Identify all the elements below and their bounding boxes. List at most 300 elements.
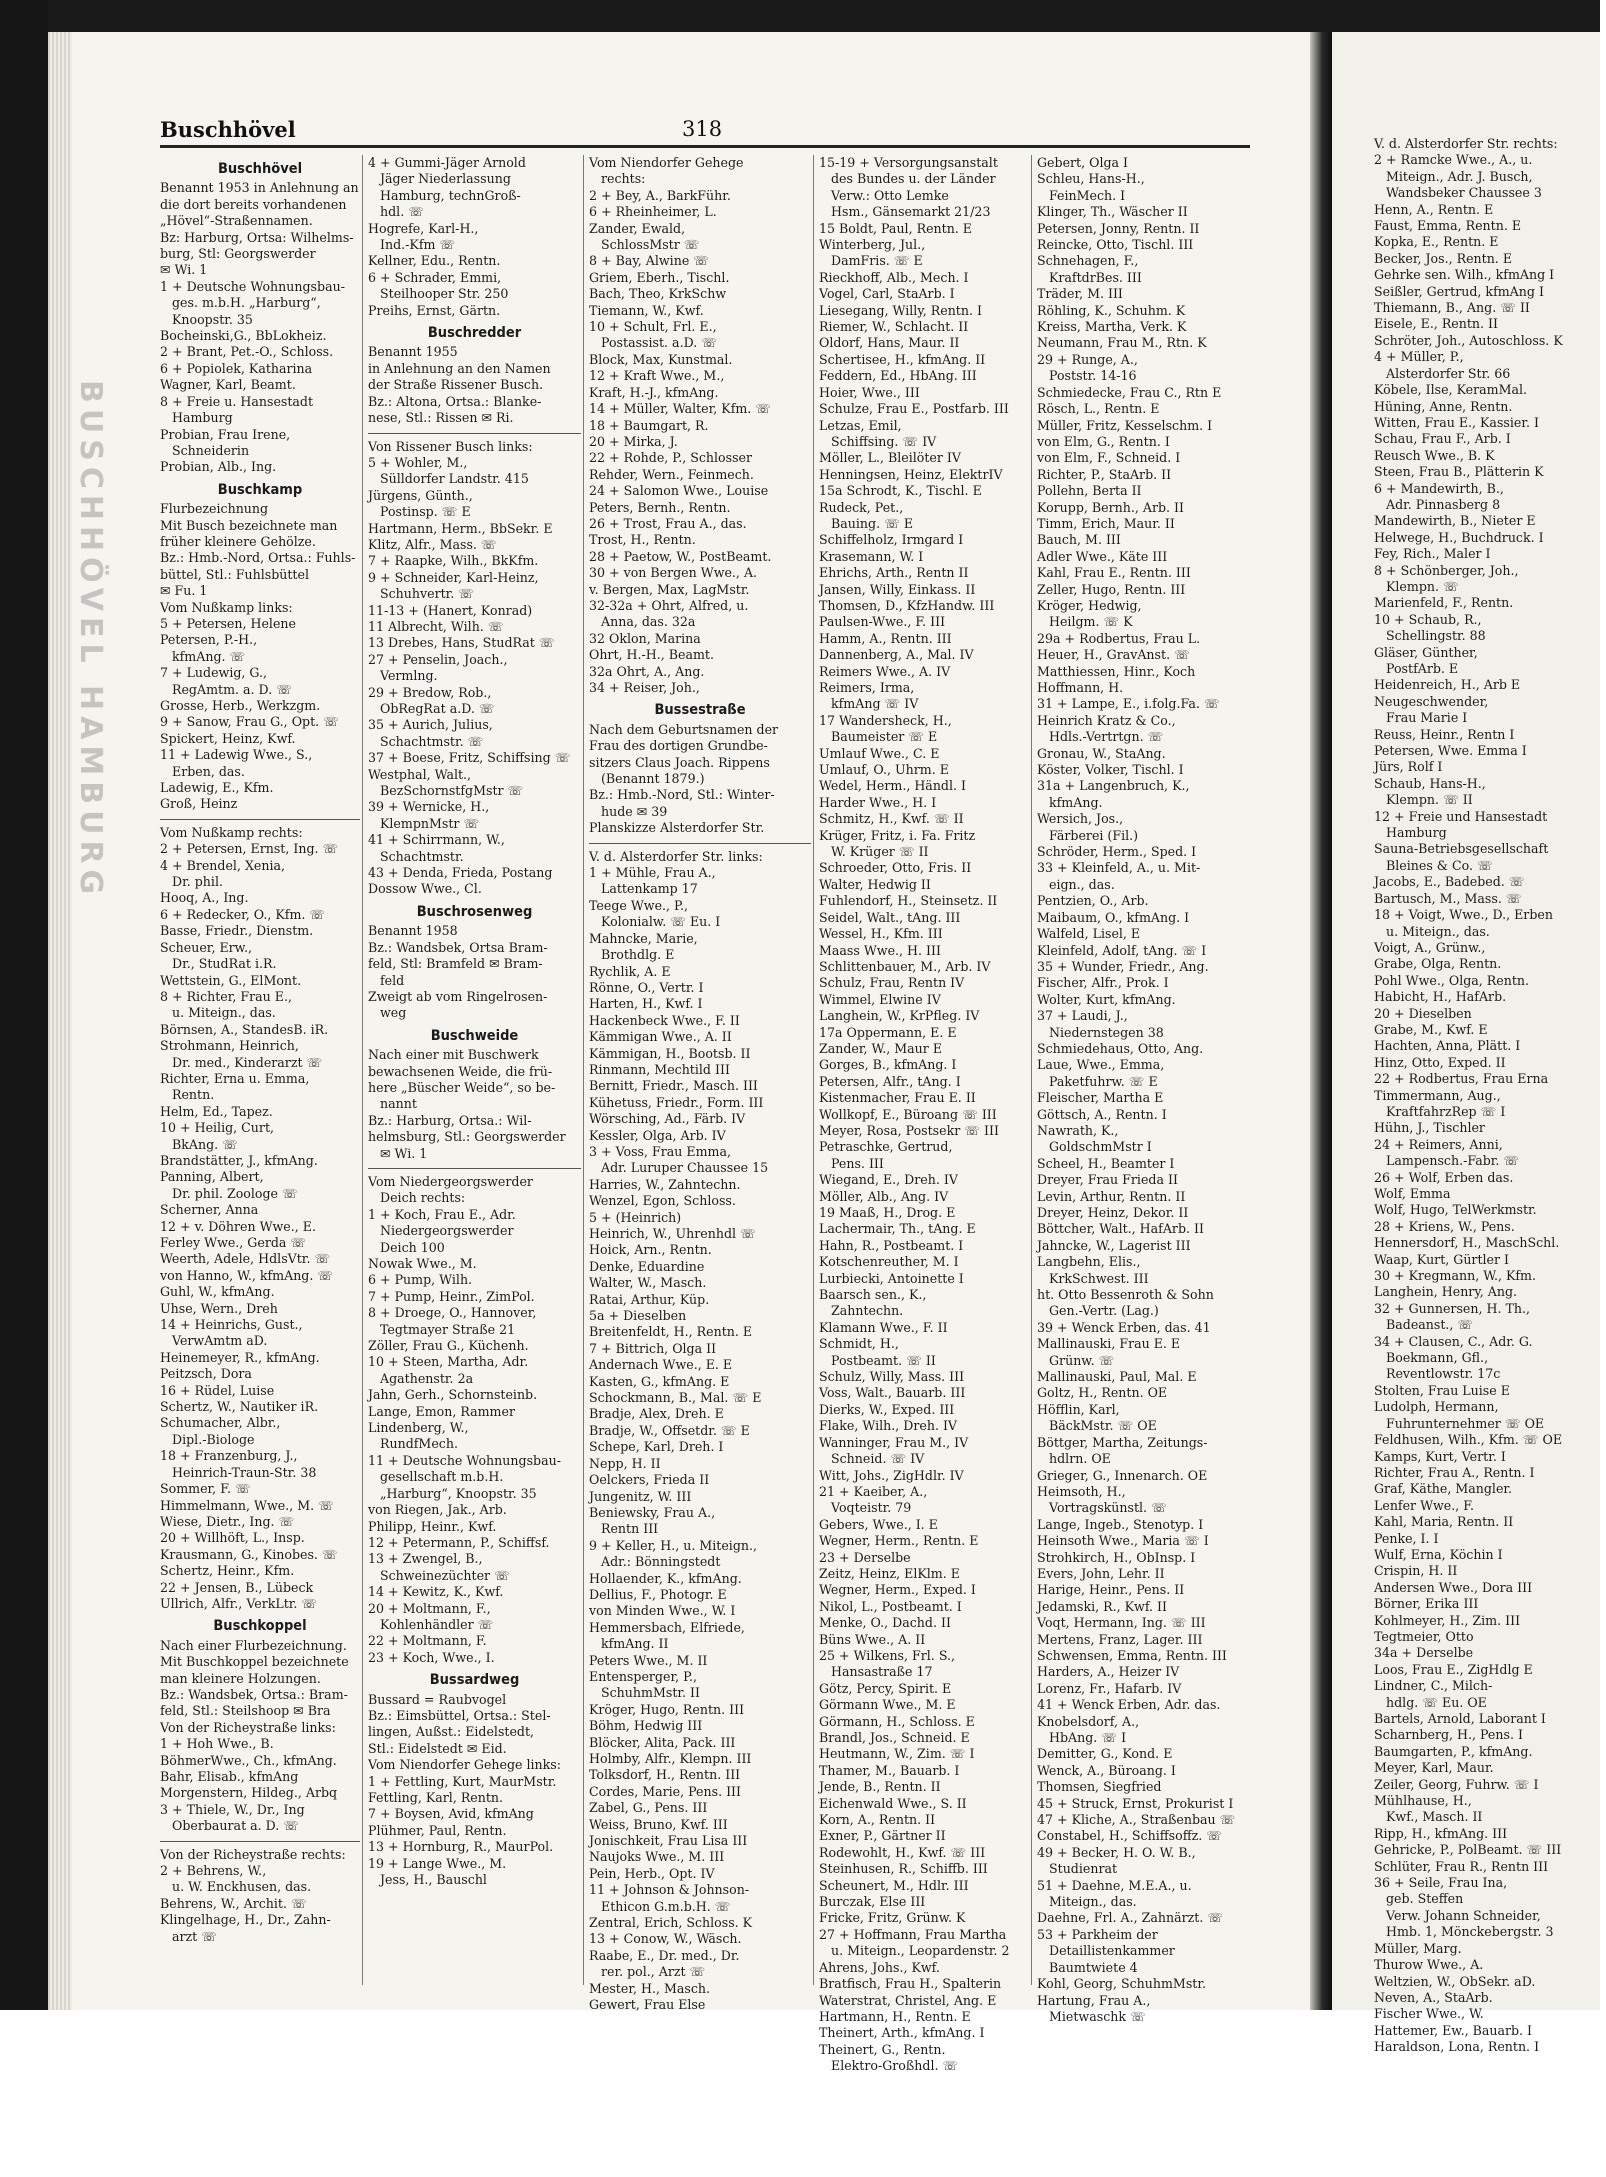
directory-line: 14 + Kewitz, K., Kwf. xyxy=(368,1584,504,1600)
directory-line: Gebert, Olga I xyxy=(1037,155,1129,170)
directory-line: Walter, W., Masch. xyxy=(589,1275,707,1291)
directory-line: Pentzien, O., Arb. xyxy=(1037,893,1149,909)
directory-line: Heinrich-Traun-Str. 38 xyxy=(172,1464,317,1480)
directory-line: kfmAng. ☏ xyxy=(172,648,246,664)
directory-line: Kleinfeld, Adolf, tAng. ☏ I xyxy=(1037,942,1207,958)
directory-line: Bz.: Harburg, Ortsa.: Wil- xyxy=(368,1112,532,1128)
directory-line: Pollehn, Berta II xyxy=(1037,483,1142,499)
directory-line: 15a Schrodt, K., Tischl. E xyxy=(819,483,982,499)
directory-line: 10 + Schult, Frl. E., xyxy=(589,319,717,335)
directory-line: Guhl, W., kfmAng. xyxy=(160,1284,275,1300)
directory-line: Jäger Niederlassung xyxy=(380,171,511,187)
directory-line: büttel, Stl.: Fuhlsbüttel xyxy=(160,566,309,582)
directory-line: Schweinezüchter ☏ xyxy=(380,1567,510,1583)
directory-line: Schaub, Hans-H., xyxy=(1374,775,1486,791)
directory-line: 1 + Deutsche Wohnungsbau- xyxy=(160,278,345,294)
directory-line: Harige, Heinr., Pens. II xyxy=(1037,1582,1185,1598)
directory-line: Görmann Wwe., M. E xyxy=(819,1697,956,1713)
directory-line: Panning, Albert, xyxy=(160,1169,264,1185)
directory-line: Schmitz, H., Kwf. ☏ II xyxy=(819,811,964,827)
directory-line: 22 + Moltmann, F. xyxy=(368,1633,487,1649)
directory-line: Krasemann, W. I xyxy=(819,548,924,564)
directory-line: Mühlhause, H., xyxy=(1374,1793,1472,1809)
directory-line: Rychlik, A. E xyxy=(589,963,671,979)
directory-line: Pens. III xyxy=(831,1155,884,1171)
directory-line: Müller, Fritz, Kesselschm. I xyxy=(1037,417,1213,433)
directory-line: hdlrn. OE xyxy=(1049,1451,1111,1467)
directory-line: Möller, Alb., Ang. IV xyxy=(819,1188,949,1204)
directory-line: 11 + Johnson & Johnson- xyxy=(589,1882,750,1898)
directory-line: Waap, Kurt, Gürtler I xyxy=(1374,1251,1509,1267)
directory-line: Miteign., Adr. J. Busch, xyxy=(1386,168,1533,184)
directory-line: Postinsp. ☏ E xyxy=(380,504,471,520)
directory-line: Mit Buschkoppel bezeichnete xyxy=(160,1654,349,1670)
directory-line: Levin, Arthur, Rentn. II xyxy=(1037,1188,1186,1204)
directory-line: Bz.: Altona, Ortsa.: Blanke- xyxy=(368,393,542,409)
directory-line: Lenfer Wwe., F. xyxy=(1374,1497,1475,1513)
directory-line: Brothdlg. E xyxy=(601,947,675,963)
directory-line: Timmermann, Aug., xyxy=(1374,1087,1501,1103)
directory-line: Henn, A., Rentn. E xyxy=(1374,201,1494,217)
directory-line: Von Rissener Busch links: xyxy=(368,438,533,454)
directory-line: ✉ Fu. 1 xyxy=(160,583,208,599)
directory-line: W. Krüger ☏ II xyxy=(831,844,929,860)
directory-line: geb. Steffen xyxy=(1386,1891,1464,1907)
directory-line: v. Bergen, Max, LagMstr. xyxy=(589,581,750,597)
directory-line: Wegner, Herm., Rentn. E xyxy=(819,1533,979,1549)
directory-line: Zander, Ewald, xyxy=(589,220,686,236)
directory-line: Reimers Wwe., A. IV xyxy=(819,663,951,679)
directory-line: Schertisee, H., kfmAng. II xyxy=(819,351,986,367)
directory-line: 6 + Redecker, O., Kfm. ☏ xyxy=(160,906,326,922)
street-heading: Buschrosenweg xyxy=(416,903,533,920)
column-4 xyxy=(819,155,1029,2074)
directory-line: Brandl, Jos., Schneid. E xyxy=(819,1730,970,1745)
directory-line: Grabe, M., Kwf. E xyxy=(1374,1021,1488,1037)
directory-line: BöhmerWwe., Ch., kfmAng. xyxy=(160,1752,337,1768)
directory-line: Pein, Herb., Opt. IV xyxy=(589,1865,715,1881)
directory-line: Kessler, Olga, Arb. IV xyxy=(589,1127,726,1143)
directory-line: Loos, Frau E., ZigHdlg E xyxy=(1374,1661,1533,1677)
directory-line: Träder, M. III xyxy=(1037,286,1123,302)
directory-line: Erben, das. xyxy=(172,763,245,779)
directory-line: 8 + Freie u. Hansestadt xyxy=(160,393,314,409)
directory-line: Philipp, Heinr., Kwf. xyxy=(368,1518,497,1534)
directory-line: Wörsching, Ad., Färb. IV xyxy=(589,1111,746,1127)
directory-line: Zentral, Erich, Schloss. K xyxy=(589,1915,753,1931)
directory-line: Westphal, Walt., xyxy=(368,766,472,782)
directory-line: Feldhusen, Wilh., Kfm. ☏ OE xyxy=(1374,1432,1563,1448)
directory-line: Petraschke, Gertrud, xyxy=(819,1139,953,1155)
directory-line: man kleinere Holzungen. xyxy=(160,1670,321,1686)
scan-border-top xyxy=(0,0,1600,32)
directory-line: Fettling, Karl, Rentn. xyxy=(368,1790,504,1805)
directory-line: 32 + Gunnersen, H. Th., xyxy=(1374,1300,1530,1316)
directory-line: Breitenfeldt, H., Rentn. E xyxy=(589,1324,753,1340)
directory-line: 1 + Mühle, Frau A., xyxy=(589,865,716,881)
directory-line: 37 + Boese, Fritz, Schiffsing ☏ xyxy=(368,750,571,766)
directory-line: 3 + Voss, Frau Emma, xyxy=(589,1143,731,1159)
directory-line: Basse, Friedr., Dienstm. xyxy=(160,923,314,939)
directory-line: 24 + Reimers, Anni, xyxy=(1374,1136,1503,1152)
directory-line: Zöller, Frau G., Küchenh. xyxy=(368,1338,529,1354)
directory-line: 2 + Ramcke Wwe., A., u. xyxy=(1374,152,1533,168)
directory-line: Baarsch sen., K., xyxy=(819,1287,927,1303)
directory-line: Rönne, O., Vertr. I xyxy=(589,979,704,995)
directory-line: feld xyxy=(380,972,405,988)
directory-line: Entensperger, P., xyxy=(589,1668,698,1684)
directory-line: Denke, Eduardine xyxy=(589,1258,705,1274)
directory-line: Rösch, L., Rentn. E xyxy=(1037,401,1160,417)
directory-line: Peitzsch, Dora xyxy=(160,1366,252,1382)
directory-line: Schlüter, Frau R., Rentn III xyxy=(1374,1858,1549,1874)
directory-line: Scheel, H., Beamter I xyxy=(1037,1155,1175,1171)
directory-line: Seidel, Walt., tAng. III xyxy=(819,909,961,925)
directory-line: Paulsen-Wwe., F. III xyxy=(819,614,946,630)
directory-line: Harders, A., Heizer IV xyxy=(1037,1664,1180,1680)
directory-line: Planskizze Alsterdorfer Str. xyxy=(589,820,765,836)
directory-line: Bz.: Hmb.-Nord, Ortsa.: Fuhls- xyxy=(160,550,356,566)
directory-line: Umlauf Wwe., C. E xyxy=(819,745,940,761)
directory-line: Lurbiecki, Antoinette I xyxy=(819,1270,964,1286)
directory-line: Ohrt, H.-H., Beamt. xyxy=(589,647,714,663)
directory-line: Jansen, Willy, Einkass. II xyxy=(819,581,976,597)
directory-line: Wersich, Jos., xyxy=(1037,811,1124,827)
directory-line: Harten, H., Kwf. I xyxy=(589,996,703,1012)
column-1 xyxy=(160,155,360,1985)
directory-line: Göttsch, A., Rentn. I xyxy=(1037,1106,1167,1122)
directory-line: Hollaender, K., kfmAng. xyxy=(589,1570,742,1586)
directory-line: 11-13 + (Hanert, Konrad) xyxy=(368,602,533,618)
directory-line: 32-32a + Ohrt, Alfred, u. xyxy=(589,597,749,613)
directory-line: 1 + Koch, Frau E., Adr. xyxy=(368,1206,516,1222)
directory-line: ✉ Wi. 1 xyxy=(380,1145,428,1161)
directory-line: Gewert, Frau Else xyxy=(589,1997,706,2013)
directory-line: sitzers Claus Joach. Rippens xyxy=(589,754,770,770)
directory-line: Spickert, Heinz, Kwf. xyxy=(160,730,296,746)
directory-line: rer. pol., Arzt ☏ xyxy=(601,1964,706,1980)
directory-line: 20 + Willhöft, L., Insp. xyxy=(160,1530,305,1546)
directory-line: Nawrath, K., xyxy=(1037,1122,1119,1138)
directory-line: Tolksdorf, H., Rentn. III xyxy=(589,1767,741,1783)
directory-line: Raabe, E., Dr. med., Dr. xyxy=(589,1947,740,1963)
directory-line: Ahrens, Johs., Kwf. xyxy=(819,1959,940,1975)
directory-line: Wettstein, G., ElMont. xyxy=(160,972,302,988)
directory-line: 47 + Kliche, A., Straßenbau ☏ xyxy=(1037,1812,1236,1828)
directory-line: Kühetuss, Friedr., Form. III xyxy=(589,1094,764,1110)
directory-line: u. Miteign., Leopardenstr. 2 xyxy=(831,1943,1010,1959)
directory-line: Möller, L., Bleilöter IV xyxy=(819,450,961,466)
directory-line: Klempn. ☏ II xyxy=(1386,792,1473,808)
book-spine xyxy=(1310,32,1332,2010)
directory-line: Von der Richeystraße links: xyxy=(160,1719,336,1735)
directory-line: ges. m.b.H. „Harburg“, xyxy=(172,295,321,311)
street-heading: Buschhövel xyxy=(217,161,303,177)
directory-line: Krausmann, G., Kinobes. ☏ xyxy=(160,1546,338,1562)
directory-line: Schmiedehaus, Otto, Ang. xyxy=(1037,1040,1204,1056)
directory-line: SchlossMstr ☏ xyxy=(601,237,700,253)
directory-line: 3 + Thiele, W., Dr., Ing xyxy=(160,1801,305,1817)
directory-line: Hooq, A., Ing. xyxy=(160,890,249,906)
directory-line: Mit Busch bezeichnete man xyxy=(160,517,338,533)
directory-line: von Elm, F., Schneid. I xyxy=(1037,450,1181,466)
directory-line: Andersen Wwe., Dora III xyxy=(1374,1579,1533,1595)
directory-line: Bocheinski,G., BbLokheiz. xyxy=(160,328,327,344)
directory-line: Rehder, Wern., Feinmech. xyxy=(589,466,754,482)
directory-line: Schumacher, Albr., xyxy=(160,1415,281,1431)
directory-line: 5 + Petersen, Helene xyxy=(160,615,296,631)
directory-line: Bz.: Wandsbek, Ortsa Bram- xyxy=(368,939,548,955)
directory-line: Kämmigan, H., Bootsb. II xyxy=(589,1045,751,1061)
directory-line: Studienrat xyxy=(1049,1861,1118,1877)
directory-line: Wolter, Kurt, kfmAng. xyxy=(1037,991,1176,1007)
directory-line: 13 Drebes, Hans, StudRat ☏ xyxy=(368,635,555,651)
directory-line: Bartels, Arnold, Laborant I xyxy=(1374,1711,1546,1726)
directory-line: Wagner, Karl, Beamt. xyxy=(160,377,296,393)
directory-line: „Harburg“, Knoopstr. 35 xyxy=(380,1485,537,1501)
directory-line: Wenck, A., Büroang. I xyxy=(1037,1762,1176,1778)
directory-line: Klitz, Alfr., Mass. ☏ xyxy=(368,536,497,552)
directory-line: Heinrich, W., Uhrenhdl ☏ xyxy=(589,1226,756,1241)
directory-line: Gehricke, P., PolBeamt. ☏ III xyxy=(1374,1842,1562,1858)
directory-line: BezSchornstfgMstr ☏ xyxy=(380,783,524,799)
directory-line: Jacobs, E., Badebed. ☏ xyxy=(1374,874,1525,890)
directory-line: Hamburg xyxy=(172,410,233,426)
directory-line: Hoier, Wwe., III xyxy=(819,384,920,400)
directory-line: Petersen, Wwe. Emma I xyxy=(1374,743,1527,759)
directory-line: Wulf, Erna, Köchin I xyxy=(1374,1546,1503,1562)
directory-line: Kraft, H.-J., kfmAng. xyxy=(589,384,719,400)
directory-line: Flurbezeichnung xyxy=(160,501,269,517)
directory-line: Walter, Hedwig II xyxy=(819,876,931,892)
directory-line: 8 + Schönberger, Joh., xyxy=(1374,562,1519,578)
directory-line: Helm, Ed., Tapez. xyxy=(160,1103,273,1119)
directory-line: Mandewirth, B., Nieter E xyxy=(1374,513,1536,529)
directory-line: Waterstrat, Christel, Ang. E xyxy=(819,1992,997,2008)
directory-line: Hachten, Anna, Plätt. I xyxy=(1374,1038,1521,1054)
directory-line: Höfflin, Karl, xyxy=(1037,1401,1120,1417)
directory-line: 19 + Lange Wwe., M. xyxy=(368,1855,507,1871)
directory-line: kfmAng. xyxy=(1049,794,1103,810)
directory-line: Jungenitz, W. III xyxy=(589,1488,692,1504)
directory-line: Nach dem Geburtsnamen der xyxy=(589,721,779,737)
directory-line: 20 + Mirka, J. xyxy=(589,433,678,449)
directory-line: Lorenz, Fr., Hafarb. IV xyxy=(1037,1680,1182,1696)
directory-line: Kistenmacher, Frau E. II xyxy=(819,1090,976,1106)
directory-line: KlempnMstr ☏ xyxy=(380,815,480,831)
directory-line: Umlauf, O., Uhrm. E xyxy=(819,762,949,778)
directory-line: Neven, A., StaArb. xyxy=(1374,1989,1493,2005)
directory-line: Griem, Eberh., Tischl. xyxy=(589,269,730,285)
directory-line: Riemer, W., Schlacht. II xyxy=(819,319,969,335)
directory-line: Kasten, G., kfmAng. E xyxy=(589,1373,730,1389)
directory-line: Menke, O., Dachd. II xyxy=(819,1615,951,1631)
directory-line: Heinemeyer, R., kfmAng. xyxy=(160,1349,320,1365)
directory-line: Feddern, Ed., HbAng. III xyxy=(819,368,977,384)
directory-line: Himmelmann, Wwe., M. ☏ xyxy=(160,1497,334,1513)
directory-line: KraftdrBes. III xyxy=(1049,269,1142,285)
directory-line: 8 + Droege, O., Hannover, xyxy=(368,1305,537,1321)
directory-line: des Bundes u. der Länder xyxy=(831,171,996,187)
directory-line: 7 + Boysen, Avid, kfmAng xyxy=(368,1806,534,1822)
directory-line: Thamer, M., Bauarb. I xyxy=(819,1762,960,1778)
directory-line: Rentn III xyxy=(601,1521,659,1537)
directory-line: Wegner, Herm., Exped. I xyxy=(819,1582,976,1598)
directory-line: 4 + Brendel, Xenia, xyxy=(160,857,286,873)
directory-line: Gen.-Vertr. (Lag.) xyxy=(1049,1303,1159,1319)
directory-line: Dr. med., Kinderarzt ☏ xyxy=(172,1054,323,1070)
directory-line: Richter, P., StaArb. II xyxy=(1037,466,1172,482)
directory-line: Bz.: Eimsbüttel, Ortsa.: Stel- xyxy=(368,1707,551,1723)
directory-line: Elektro-Großhdl. ☏ xyxy=(831,2058,959,2074)
directory-line: Hartung, Frau A., xyxy=(1037,1992,1151,2008)
directory-line: Hinz, Otto, Exped. II xyxy=(1374,1054,1506,1070)
directory-line: 51 + Daehne, M.E.A., u. xyxy=(1037,1877,1192,1893)
directory-line: Winterberg, Jul., xyxy=(819,237,926,253)
directory-line: 33 + Kleinfeld, A., u. Mit- xyxy=(1037,860,1201,876)
directory-line: Börner, Erika III xyxy=(1374,1596,1479,1612)
directory-line: Jonischkeit, Frau Lisa III xyxy=(589,1833,748,1849)
directory-line: Groß, Heinz xyxy=(160,796,238,812)
directory-line: 12 + Petermann, P., Schiffsf. xyxy=(368,1534,550,1550)
directory-line: Alsterdorfer Str. 66 xyxy=(1386,365,1511,381)
directory-line: Schmidt, H., xyxy=(819,1336,899,1352)
directory-line: Daehne, Frl. A., Zahnärzt. ☏ xyxy=(1037,1910,1224,1926)
directory-line: Reventlowstr. 17c xyxy=(1386,1366,1501,1382)
directory-line: Schlittenbauer, M., Arb. IV xyxy=(819,958,991,974)
directory-line: Klingelhage, H., Dr., Zahn- xyxy=(160,1912,331,1928)
directory-line: hdlg. ☏ Eu. OE xyxy=(1386,1694,1487,1710)
directory-line: Poststr. 14-16 xyxy=(1049,368,1137,384)
directory-line: 37 + Laudi, J., xyxy=(1037,1008,1128,1024)
directory-line: Jende, B., Rentn. II xyxy=(819,1779,941,1795)
directory-line: 6 + Popiolek, Katharina xyxy=(160,360,313,376)
directory-line: Liesegang, Willy, Rentn. I xyxy=(819,302,982,318)
directory-line: Constabel, H., Schiffsoffz. ☏ xyxy=(1037,1828,1223,1844)
directory-line: RundfMech. xyxy=(380,1436,458,1452)
directory-line: 25 + Wilkens, Frl. S., xyxy=(819,1647,956,1663)
street-heading: Buschredder xyxy=(427,325,522,342)
directory-line: Strohkirch, H., ObInsp. I xyxy=(1037,1549,1196,1565)
scan-border-left xyxy=(0,0,48,2010)
directory-line: Bauch, M. III xyxy=(1037,532,1121,548)
directory-line: Rentn. xyxy=(172,1087,215,1103)
directory-line: Petersen, Jonny, Rentn. II xyxy=(1037,220,1200,236)
directory-line: Hahn, R., Postbeamt. I xyxy=(819,1237,964,1253)
directory-line: Maass Wwe., H. III xyxy=(819,942,941,958)
directory-line: Maibaum, O., kfmAng. I xyxy=(1037,909,1190,925)
directory-line: VerwAmtm aD. xyxy=(172,1333,268,1349)
directory-line: Görmann, H., Schloss. E xyxy=(819,1713,975,1729)
directory-line: Ferley Wwe., Gerda ☏ xyxy=(160,1235,307,1250)
directory-line: Weltzien, W., ObSekr. aD. xyxy=(1374,1973,1536,1989)
directory-line: von Hanno, W., kfmAng. ☏ xyxy=(160,1267,334,1283)
directory-line: Kellner, Edu., Rentn. xyxy=(368,253,501,269)
directory-line: Miteign., das. xyxy=(1049,1894,1137,1910)
directory-line: Vom Niedergeorgswerder xyxy=(368,1173,533,1189)
directory-line: Dannenberg, A., Mal. IV xyxy=(819,647,974,663)
directory-line: Kreiss, Martha, Verk. K xyxy=(1037,319,1187,335)
directory-line: Pohl Wwe., Olga, Rentn. xyxy=(1374,972,1530,988)
section-rule xyxy=(589,843,811,844)
scan-margin-bottom xyxy=(0,2010,1600,2177)
directory-line: 23 + Koch, Wwe., I. xyxy=(368,1649,495,1665)
directory-line: Andernach Wwe., E. E xyxy=(589,1357,733,1373)
street-heading: Bussestraße xyxy=(654,702,746,719)
directory-line: von Minden Wwe., W. I xyxy=(589,1603,736,1619)
directory-line: Langbehn, Elis., xyxy=(1037,1254,1141,1270)
directory-line: u. Miteign., das. xyxy=(1386,923,1490,939)
directory-line: Bleines & Co. ☏ xyxy=(1386,857,1493,873)
street-heading: Buschkoppel xyxy=(213,1618,307,1635)
directory-line: ht. Otto Bessenroth & Sohn xyxy=(1037,1287,1214,1303)
directory-line: Tiemann, W., Kwf. xyxy=(589,302,704,318)
directory-line: Bartusch, M., Mass. ☏ xyxy=(1374,890,1522,906)
directory-line: Zabel, G., Pens. III xyxy=(589,1800,708,1816)
street-heading: Buschkamp xyxy=(217,481,303,498)
directory-line: 22 + Rohde, P., Schlosser xyxy=(589,450,753,466)
directory-line: Wenzel, Egon, Schloss. xyxy=(589,1193,736,1209)
column-5 xyxy=(1037,155,1255,2024)
directory-line: 8 + Bay, Alwine ☏ xyxy=(589,253,710,269)
directory-line: Reusch Wwe., B. K xyxy=(1374,447,1495,463)
header-rule xyxy=(160,145,1250,148)
directory-line: Fricke, Fritz, Grünw. K xyxy=(819,1910,966,1926)
directory-line: Gläser, Günther, xyxy=(1374,644,1478,660)
directory-line: 30 + Kregmann, W., Kfm. xyxy=(1374,1268,1536,1284)
directory-line: Krüger, Fritz, i. Fa. Fritz xyxy=(819,827,976,843)
directory-line: Korn, A., Rentn. II xyxy=(819,1812,936,1828)
street-heading: Bussardweg xyxy=(429,1672,520,1689)
directory-line: Schachtmstr. xyxy=(380,848,464,864)
directory-line: Hamm, A., Rentn. III xyxy=(819,630,952,646)
directory-line: Schachtmstr. ☏ xyxy=(380,733,484,749)
directory-line: Grieger, G., Innenarch. OE xyxy=(1037,1467,1208,1483)
directory-line: Fischer Wwe., W. xyxy=(1374,2006,1484,2022)
directory-line: Heuer, H., GravAnst. ☏ xyxy=(1037,647,1190,663)
directory-line: Probian, Alb., Ing. xyxy=(160,459,277,475)
directory-line: Heutmann, W., Zim. ☏ I xyxy=(819,1746,975,1762)
directory-line: Rinmann, Mechtild III xyxy=(589,1061,730,1077)
directory-line: Kotschenreuther, M. I xyxy=(819,1254,959,1270)
directory-line: Mertens, Franz, Lager. III xyxy=(1037,1631,1203,1647)
directory-line: Theinert, G., Rentn. xyxy=(819,2041,946,2057)
directory-line: 15 Boldt, Paul, Rentn. E xyxy=(819,220,973,236)
directory-line: 27 + Hoffmann, Frau Martha xyxy=(819,1926,1007,1942)
directory-line: Köbele, Ilse, KeramMal. xyxy=(1374,382,1528,398)
directory-line: Hemmersbach, Elfriede, xyxy=(589,1619,745,1635)
directory-line: Matthiessen, Hinr., Koch xyxy=(1037,663,1196,679)
directory-line: Ethicon G.m.b.H. ☏ xyxy=(601,1898,731,1914)
directory-line: Crispin, H. II xyxy=(1374,1563,1458,1579)
directory-line: Rudeck, Pet., xyxy=(819,499,904,515)
directory-line: von Riegen, Jak., Arb. xyxy=(368,1502,507,1518)
directory-line: 35 + Aurich, Julius, xyxy=(368,717,493,733)
directory-line: Fischer, Alfr., Prok. I xyxy=(1037,975,1169,991)
directory-line: Scheunert, M., Hdlr. III xyxy=(819,1877,969,1893)
directory-line: Sülldorfer Landstr. 415 xyxy=(380,471,529,487)
directory-line: 11 + Deutsche Wohnungsbau- xyxy=(368,1452,561,1468)
directory-line: Müller, Marg. xyxy=(1374,1940,1462,1956)
directory-line: Thurow Wwe., A. xyxy=(1374,1957,1484,1973)
directory-line: Mallinauski, Frau E. E xyxy=(1037,1336,1181,1352)
directory-line: 36 + Seile, Frau Ina, xyxy=(1374,1875,1508,1891)
directory-line: 8 + Richter, Frau E., xyxy=(160,988,292,1004)
directory-line: Korupp, Bernh., Arb. II xyxy=(1037,499,1185,515)
directory-line: Agathenstr. 2a xyxy=(380,1370,474,1386)
directory-line: 6 + Schrader, Emmi, xyxy=(368,269,502,285)
directory-line: Paketfuhrw. ☏ E xyxy=(1049,1073,1158,1089)
